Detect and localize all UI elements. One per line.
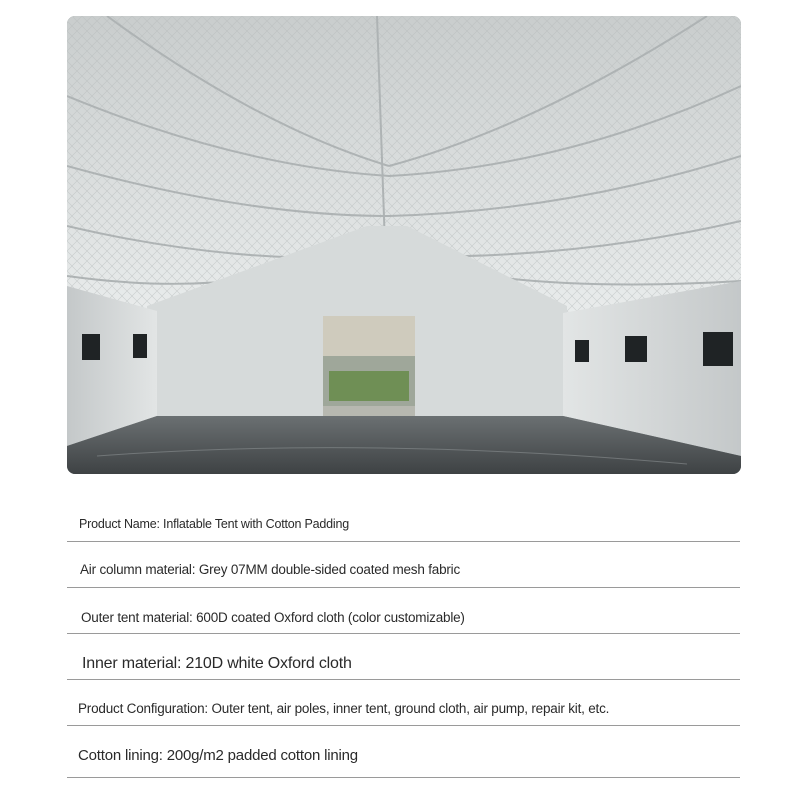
spec-label: Product Name: Inflatable Tent with Cotton Padding xyxy=(79,517,349,531)
spec-row-air-column-material xyxy=(67,547,740,588)
spec-row-outer-tent-material xyxy=(67,595,740,634)
spec-label: Inner material: 210D white Oxford cloth xyxy=(82,655,352,672)
spec-label: Air column material: Grey 07MM double-sided coated mesh fabric xyxy=(80,562,461,577)
spec-label: Outer tent material: 600D coated Oxford cloth (color customizable) xyxy=(81,610,465,625)
spec-row-cotton-lining xyxy=(67,733,740,778)
spec-row-product-name xyxy=(67,500,740,542)
spec-row-inner-material xyxy=(67,641,740,680)
spec-row-product-configuration xyxy=(67,687,740,726)
spec-label: Product Configuration: Outer tent, air poles, inner tent, ground cloth, air pump, repair kit, etc. xyxy=(78,701,610,716)
spec-label: Cotton lining: 200g/m2 padded cotton lining xyxy=(78,747,358,764)
